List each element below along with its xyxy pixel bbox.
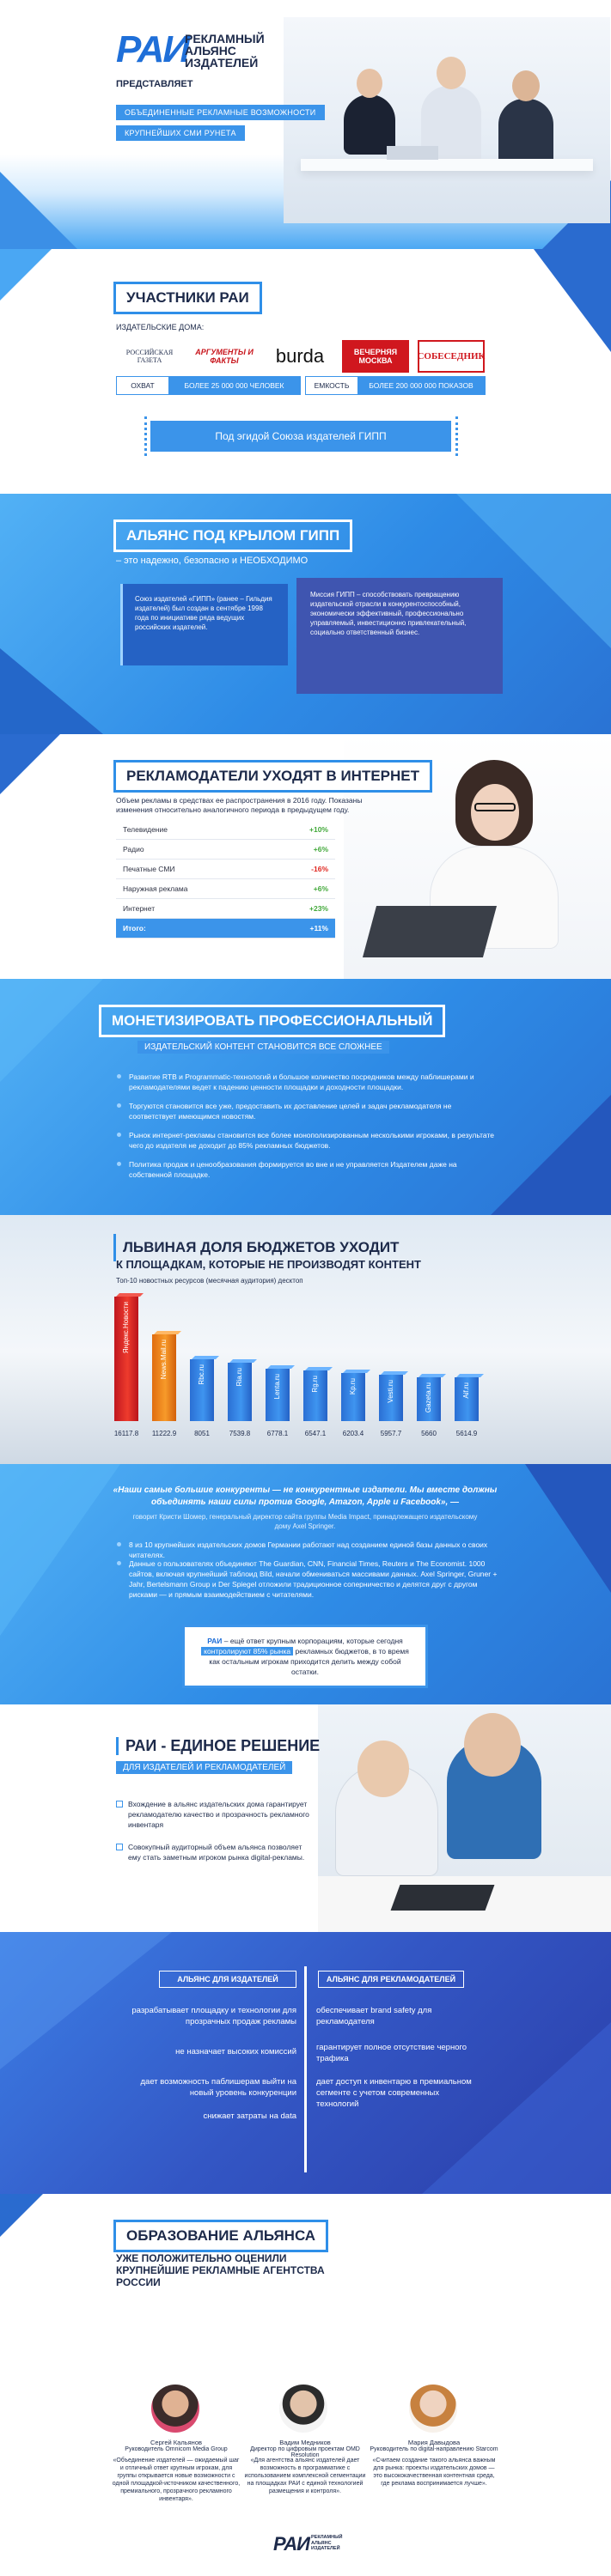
gipp-banner-text: Под эгидой Союза издателей ГИПП bbox=[215, 430, 387, 442]
chart-category-label: Vesti.ru bbox=[387, 1380, 394, 1404]
formation-title: ОБРАЗОВАНИЕ АЛЬЯНСА bbox=[113, 2220, 328, 2252]
quote-triangle-right bbox=[525, 1464, 611, 1593]
alliance-right-box: Миссия ГИПП – способствовать превращению издательской отрасли в конкурентоспособный, экономически эффективный, профессионально управляемый, инвестиционно привлекательный, социально ответственный бизнес. bbox=[296, 578, 503, 694]
ad-volume-change: +6% bbox=[271, 840, 335, 860]
rai-answer-box: РАИ – ещё ответ крупным корпорациям, которые сегодня контролируют 85% рынка рекламных бюджетов, в то время как остальным игрокам приходится делить между собой остатки. bbox=[185, 1627, 425, 1686]
chart-bar-top bbox=[419, 1374, 446, 1377]
ad-volume-medium: Телевидение bbox=[116, 820, 271, 840]
chart-category-label: Gazeta.ru bbox=[425, 1382, 432, 1413]
advertisers-title: РЕКЛАМОДАТЕЛИ УХОДЯТ В ИНТЕРНЕТ bbox=[113, 760, 432, 793]
chart-category-label: Aif.ru bbox=[462, 1382, 470, 1400]
gipp-banner-pixel-left bbox=[144, 416, 151, 456]
chart-bar-top bbox=[381, 1371, 408, 1375]
quote-section bbox=[0, 1464, 611, 1704]
footer-brand: РЕКЛАМНЫЙ АЛЬЯНС ИЗДАТЕЛЕЙ bbox=[311, 2535, 343, 2551]
news-resources-bar-chart bbox=[107, 1288, 486, 1451]
formation-triangle bbox=[0, 2194, 43, 2237]
chart-bar-top bbox=[229, 1359, 257, 1363]
hero-office-photo bbox=[284, 17, 610, 223]
logo-vm: ВЕЧЕРНЯЯ МОСКВА bbox=[342, 340, 409, 373]
chart-bar-top bbox=[305, 1367, 333, 1370]
ad-volume-row bbox=[116, 820, 335, 840]
chart-value-label: 6547.1 bbox=[304, 1430, 327, 1437]
monetize-triangle bbox=[0, 979, 103, 1082]
budget-subtitle: К ПЛОЩАДКАМ, КОТОРЫЕ НЕ ПРОИЗВОДЯТ КОНТЕНТ bbox=[116, 1258, 421, 1271]
chart-category-label: Ria.ru bbox=[235, 1368, 243, 1387]
ad-volume-medium: Интернет bbox=[116, 899, 271, 919]
monetize-bullet-3: Рынок интернет-рекламы становится все более монополизированным несколькими игроками, в результате чего до издателя не доходит до 85% рекламных бюджетов. bbox=[129, 1130, 498, 1151]
ad-volume-medium: Радио bbox=[116, 840, 271, 860]
quote-bullet-1: 8 из 10 крупнейших издательских домов Германии работают над созданием единой базы данных о своих читателях. bbox=[129, 1540, 498, 1560]
benefit-left-4: снижает затраты на data bbox=[203, 2111, 296, 2121]
alliance-title: АЛЬЯНС ПОД КРЫЛОМ ГИПП bbox=[113, 519, 352, 552]
benefits-right-title: АЛЬЯНС ДЛЯ РЕКЛАМОДАТЕЛЕЙ bbox=[318, 1971, 464, 1988]
benefits-left-title: АЛЬЯНС ДЛЯ ИЗДАТЕЛЕЙ bbox=[159, 1971, 296, 1988]
chart-value-label: 8051 bbox=[194, 1430, 210, 1437]
solution-section bbox=[0, 1704, 611, 1932]
solution-title: РАИ - ЕДИНОЕ РЕШЕНИЕ bbox=[116, 1737, 320, 1755]
members-title: УЧАСТНИКИ РАИ bbox=[113, 282, 262, 314]
ad-volume-row bbox=[116, 860, 335, 879]
monetize-triangle-right bbox=[491, 1095, 611, 1215]
avatar-person-1 bbox=[151, 2385, 199, 2433]
quote-bullet-2: Данные о пользователях объединяют The Guardian, CNN, Financial Times, Reuters и The Economist. 1000 сайтов, включая крупнейший таблоид Bild, начали обмениваться массивами данных. Axel Springer, Gruner + Jahr, Bertelsmann Group и Der Spiegel отложили традиционное соперничество и делятся друг с другом рисками — и прямым взаимодействием с читателями. bbox=[129, 1559, 498, 1599]
monetize-bullet-4: Политика продаж и ценообразования формируется во вне и не управляется Издателем даже на собственной площадке. bbox=[129, 1159, 498, 1180]
chart-bar-top bbox=[456, 1374, 484, 1377]
benefit-right-1: обеспечивает brand safety для рекламодателя bbox=[316, 2006, 432, 2026]
chart-category-label: Kp.ru bbox=[349, 1378, 357, 1395]
solution-subtitle: ДЛЯ ИЗДАТЕЛЕЙ И РЕКЛАМОДАТЕЛЕЙ bbox=[116, 1761, 292, 1774]
checkbox-icon bbox=[116, 1844, 123, 1850]
monetize-title: МОНЕТИЗИРОВАТЬ ПРОФЕССИОНАЛЬНЫЙ bbox=[99, 1005, 445, 1037]
businessmen-photo bbox=[318, 1704, 611, 1932]
chart-bar-top bbox=[343, 1370, 370, 1373]
logo-burda: burda bbox=[275, 345, 325, 367]
chart-category-label: Lenta.ru bbox=[273, 1374, 281, 1400]
ad-volume-medium: Наружная реклама bbox=[116, 879, 271, 899]
person-3-quote: «Считаем создание такого альянса важным для рынка: проекты издательских домов — это высококачественная контентная среда, где реклама воспринимается лучше». bbox=[372, 2458, 496, 2487]
chart-bar-top bbox=[154, 1331, 181, 1334]
rai-logo: РАИ bbox=[116, 28, 188, 70]
benefit-left-1: разрабатывает площадку и технологии для прозрачных продаж рекламы bbox=[131, 2006, 296, 2026]
hero-tag-1: ОБЪЕДИНЕННЫЕ РЕКЛАМНЫЕ ВОЗМОЖНОСТИ bbox=[116, 105, 325, 120]
reach-stat: ОХВАТ БОЛЕЕ 25 000 000 ЧЕЛОВЕК bbox=[116, 376, 301, 395]
alliance-triangle-left bbox=[0, 648, 103, 734]
ad-volume-change: +23% bbox=[271, 899, 335, 919]
chart-value-label: 6778.1 bbox=[266, 1430, 289, 1437]
chart-category-label: Rbc.ru bbox=[198, 1364, 205, 1385]
person-2-quote: «Для агентства альянс издателей дает возможность в программатике с использованием комплексной сегментации на площадках РАИ с единой технологией размещения и контроля». bbox=[244, 2458, 366, 2494]
person-2-role: Директор по цифровым проектам OMD Resolution bbox=[250, 2446, 360, 2458]
chart-bar-top bbox=[267, 1365, 295, 1369]
chart-bar-top bbox=[116, 1293, 144, 1297]
alliance-subtitle: – это надежно, безопасно и НЕОБХОДИМО bbox=[116, 556, 309, 566]
budget-section bbox=[0, 1215, 611, 1464]
benefit-left-3: дает возможность паблишерам выйти на новый уровень конкуренции bbox=[140, 2077, 296, 2098]
monetize-subtitle: ИЗДАТЕЛЬСКИЙ КОНТЕНТ СТАНОВИТСЯ ВСЕ СЛОЖНЕЕ bbox=[137, 1041, 389, 1054]
benefit-left-2: не назначает высоких комиссий bbox=[175, 2047, 296, 2057]
chart-bar-top bbox=[192, 1356, 219, 1359]
members-triangle-right bbox=[534, 249, 611, 352]
logo-aif: АРГУМЕНТЫ И ФАКТЫ bbox=[195, 348, 254, 365]
person-1-quote: «Объединение издателей — ожидаемый шаг и отличный ответ крупным игрокам, для группы открывается новые возможности с одной площадкой-источником качественного, премиального, прозрачного рекламного инвентаря». bbox=[112, 2458, 241, 2502]
hero-brand-name: РЕКЛАМНЫЙ АЛЬЯНС ИЗДАТЕЛЕЙ bbox=[185, 32, 265, 70]
hero-presents: ПРЕДСТАВЛЯЕТ bbox=[116, 79, 193, 89]
footer-logo: РАИ bbox=[273, 2533, 309, 2555]
alliance-left-box: Союз издателей «ГИПП» (ранее – Гильдия издателей) был создан в сентябре 1998 года по инициативе ряда ведущих российских издателей. bbox=[120, 584, 288, 665]
capacity-stat: ЕМКОСТЬ БОЛЕЕ 200 000 000 ПОКАЗОВ bbox=[305, 376, 486, 395]
benefits-section bbox=[0, 1932, 611, 2194]
ad-volume-row bbox=[116, 879, 335, 899]
members-triangle bbox=[0, 249, 52, 301]
chart-category-label: Rg.ru bbox=[311, 1376, 319, 1393]
monetize-section bbox=[0, 979, 611, 1215]
adv-triangle bbox=[0, 734, 60, 794]
formation-section bbox=[0, 2194, 611, 2516]
ad-volume-medium: Печатные СМИ bbox=[116, 860, 271, 879]
gipp-banner bbox=[150, 421, 451, 452]
monetize-bullet-2: Торгуются становится все уже, предоставить их доставление целей и задач рекламодателя не соответствует имеющимся новостям. bbox=[129, 1101, 498, 1121]
hero-triangle-left bbox=[0, 172, 77, 249]
alliance-section bbox=[0, 494, 611, 734]
person-3-name: Мария Давыдова bbox=[407, 2439, 461, 2446]
hero-tag-2: КРУПНЕЙШИХ СМИ РУНЕТА bbox=[116, 125, 245, 141]
chart-value-label: 5957.7 bbox=[380, 1430, 402, 1437]
ad-volume-change: +10% bbox=[271, 820, 335, 840]
chart-caption: Топ-10 новостных ресурсов (месячная аудитория) десктоп bbox=[116, 1277, 303, 1285]
ad-volume-change: +6% bbox=[271, 879, 335, 899]
footer bbox=[0, 2516, 611, 2576]
gipp-banner-pixel-right bbox=[451, 416, 458, 456]
solution-point-1: Вхождение в альянс издательских дома гарантирует рекламодателю качество и прозрачность рекламного инвентаря bbox=[116, 1799, 314, 1830]
advertisers-section bbox=[0, 734, 611, 979]
benefit-right-2: гарантирует полное отсутствие черного трафика bbox=[316, 2043, 467, 2063]
benefit-right-3: дает доступ к инвентарю в премиальном сегменте с учетом современных технологий bbox=[316, 2077, 472, 2109]
logo-sobesednik: СОБЕСЕДНИК bbox=[418, 340, 485, 373]
solution-point-2: Совокупный аудиторный объем альянса позволяет ему стать заметным игроком рынка digital-рекламы. bbox=[116, 1842, 314, 1862]
ad-volume-change: -16% bbox=[271, 860, 335, 879]
person-1-role: Руководитель Omnicom Media Group bbox=[125, 2446, 228, 2452]
chart-value-label: 16117.8 bbox=[113, 1430, 139, 1437]
logo-rg: РОССИЙСКАЯ ГАЗЕТА bbox=[125, 349, 174, 364]
hero-logo-block bbox=[116, 28, 188, 70]
ad-volume-table bbox=[116, 820, 335, 939]
quote-text: «Наши самые большие конкуренты — не конкурентные издатели. Мы вместе должны объединять наши силы против Google, Amazon, Apple и Facebook», — bbox=[113, 1485, 498, 1507]
chart-value-label: 11222.9 bbox=[151, 1430, 177, 1437]
person-3-role: Руководитель по digital-направлению Starcom bbox=[370, 2446, 498, 2452]
chart-category-label: News.Mail.ru bbox=[160, 1340, 168, 1380]
advertisers-intro: Объем рекламы в средствах ее распространения в 2016 году. Показаны изменения относительно аналогичного периода в предыдущем году. bbox=[116, 796, 363, 814]
houses-label: ИЗДАТЕЛЬСКИЕ ДОМА: bbox=[116, 323, 205, 331]
hero-section bbox=[0, 0, 611, 249]
formation-subtitle: УЖЕ ПОЛОЖИТЕЛЬНО ОЦЕНИЛИ КРУПНЕЙШИЕ РЕКЛАМНЫЕ АГЕНТСТВА РОССИИ bbox=[116, 2252, 325, 2288]
ad-volume-row bbox=[116, 840, 335, 860]
members-section bbox=[0, 249, 611, 494]
budget-title: ЛЬВИНАЯ ДОЛЯ БЮДЖЕТОВ УХОДИТ bbox=[113, 1234, 409, 1261]
quote-author: говорит Кристи Шомер, генеральный директор сайта группы Media Impact, принадлежащего издательскому дому Axel Springer. bbox=[132, 1513, 478, 1530]
person-2-name: Вадим Медников bbox=[279, 2439, 331, 2446]
quote-triangle bbox=[0, 1464, 120, 1636]
chart-value-label: 7539.8 bbox=[229, 1430, 251, 1437]
checkbox-icon bbox=[116, 1801, 123, 1807]
ad-volume-row bbox=[116, 899, 335, 919]
chart-value-label: 5660 bbox=[421, 1430, 437, 1437]
avatar-person-3 bbox=[409, 2385, 457, 2433]
chart-category-label: Яндекс.Новости bbox=[122, 1302, 130, 1354]
avatar-person-2 bbox=[279, 2385, 327, 2433]
monetize-bullet-1: Развитие RTB и Programmatic-технологий и большое количество посредников между паблишерами и рекламодателями ведет к падению ценности площадки и доходности площадки. bbox=[129, 1072, 498, 1092]
benefits-divider bbox=[304, 1966, 307, 2172]
chart-value-label: 6203.4 bbox=[342, 1430, 364, 1437]
ad-volume-total-row: Итого: +11% bbox=[116, 919, 335, 939]
person-1-name: Сергей Кальянов bbox=[150, 2439, 202, 2446]
chart-value-label: 5614.9 bbox=[455, 1430, 478, 1437]
